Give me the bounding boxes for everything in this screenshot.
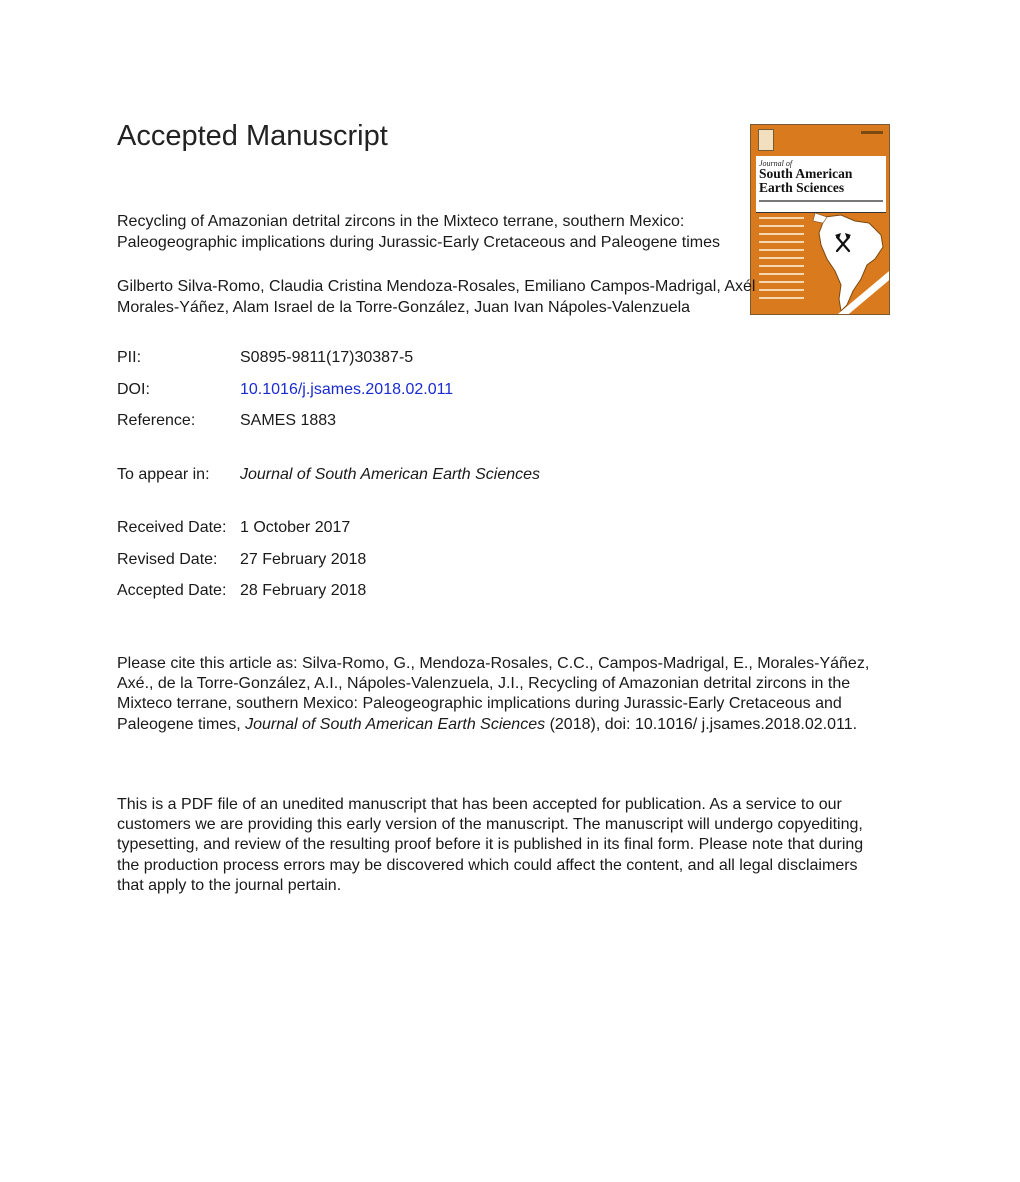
accepted-date-row [117, 580, 366, 601]
pii-row [117, 347, 413, 368]
page-title: Accepted Manuscript [117, 120, 388, 152]
article-title: Recycling of Amazonian detrital zircons in the Mixteco terrane, southern Mexico: Paleogeographic implications during Jurassic-Early Cretaceous and Paleogene times [117, 213, 720, 251]
received-date-label: Received Date: [117, 519, 227, 536]
appear-in-row [117, 464, 540, 485]
pii-label: PII: [117, 349, 142, 366]
cover-journal-name [759, 167, 852, 195]
received-date-row [117, 517, 350, 538]
disclaimer-paragraph: This is a PDF file of an unedited manuscript that has been accepted for publication. As a service to our customers we are providing this early version of the manuscript. The manuscript will undergo copyediting, typesetting, and review of the resulting proof before it is published in its final form. Please note that during the production process errors may be discovered which could affect the content, and all legal disclaimers that apply to the journal pertain. [117, 796, 864, 894]
journal-cover-image [750, 124, 890, 315]
accepted-date-label: Accepted Date: [117, 582, 227, 599]
cover-contents-lines [759, 217, 804, 305]
citation-journal: Journal of South American Earth Sciences [245, 715, 546, 733]
cover-journal-of: Journal of [759, 159, 793, 168]
cover-issn-mark [861, 131, 883, 134]
cover-journal-name-line2: Earth Sciences [759, 180, 845, 195]
appear-in-journal: Journal of South American Earth Sciences [240, 466, 541, 483]
revised-date-label: Revised Date: [117, 551, 218, 568]
south-america-map-icon [811, 213, 887, 313]
reference-value: SAMES 1883 [240, 412, 337, 429]
reference-label: Reference: [117, 412, 196, 429]
received-date-value: 1 October 2017 [240, 519, 351, 536]
revised-date-value: 27 February 2018 [240, 551, 367, 568]
pii-value: S0895-9811(17)30387-5 [240, 349, 414, 366]
appear-in-label: To appear in: [117, 466, 210, 483]
cover-journal-name-line1: South American [759, 166, 853, 181]
citation-paragraph [117, 654, 887, 735]
citation-doi: (2018), doi: 10.1016/ j.jsames.2018.02.011. [549, 715, 858, 733]
cover-fine-print [759, 200, 883, 202]
doi-link[interactable]: 10.1016/j.jsames.2018.02.011 [240, 381, 454, 398]
reference-row [117, 410, 336, 431]
publisher-logo-icon [758, 129, 774, 151]
doi-row [117, 379, 453, 400]
accepted-date-value: 28 February 2018 [240, 582, 367, 599]
doi-label: DOI: [117, 381, 150, 398]
article-authors: Gilberto Silva-Romo, Claudia Cristina Mendoza-Rosales, Emiliano Campos-Madrigal, Axél Morales-Yáñez, Alam Israel de la Torre-González, Juan Ivan Nápoles-Valenzuela [117, 278, 756, 316]
citation-text: Please cite this article as: Silva-Romo, G., Mendoza-Rosales, C.C., Campos-Madrigal, E., Morales-Yáñez, Axé., de la Torre-González, A.I., Nápoles-Valenzuela, J.I., Recycling of Amazonian detrital zircons in the Mixteco terrane, southern Mexico: Paleogeographic implications during Jurassic-Early Cretaceous and Paleogene times, [117, 655, 870, 733]
revised-date-row [117, 549, 366, 570]
